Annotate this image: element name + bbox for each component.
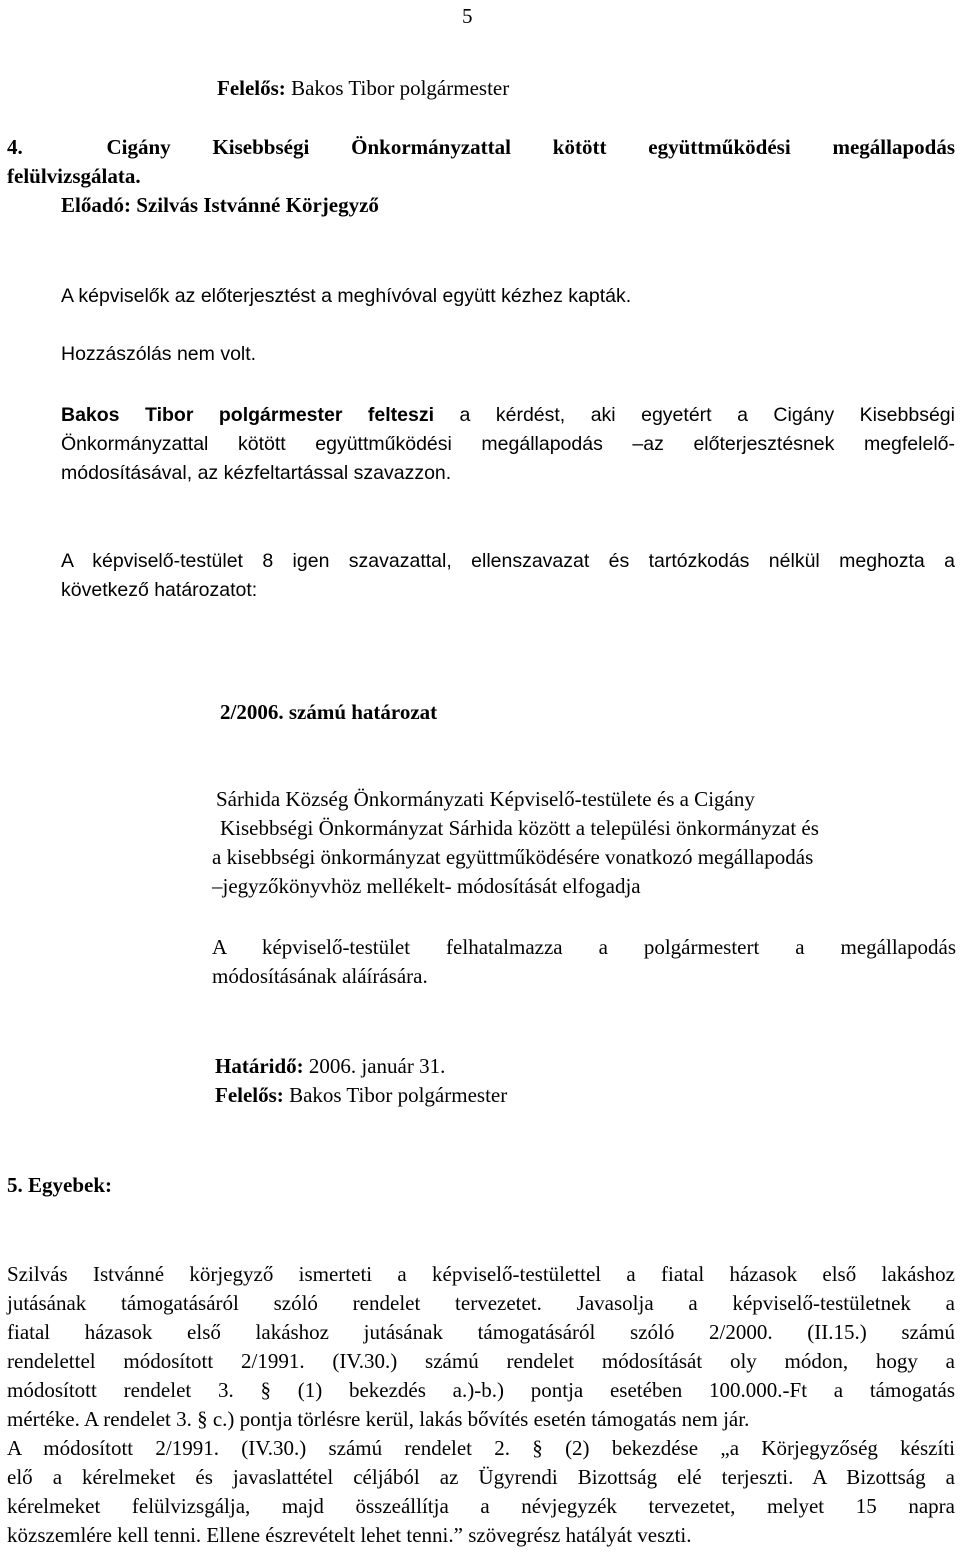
resolution-authorization <box>212 933 956 991</box>
received-text: A képviselők az előterjesztést a meghívóval együtt kézhez kapták. <box>61 285 632 307</box>
item5-line: mértéke. A rendelet 3. § c.) pontja törlésre kerül, lakás bővítés esetén támogatás nem jár. <box>7 1407 750 1431</box>
resolution-body-line2: Kisebbségi Önkormányzat Sárhida között a települési önkormányzat és <box>220 816 819 840</box>
resolution-title <box>220 698 437 727</box>
item5-line: rendelettel módosított 2/1991. (IV.30.) számú rendelet módosítását oly módon, hogy a <box>7 1349 955 1373</box>
item5-line: módosított rendelet 3. § (1) bekezdés a.)-b.) pontja esetében 100.000.-Ft a támogatás <box>7 1378 955 1402</box>
responsible-label: Felelős: <box>215 1083 284 1107</box>
responsible-label: Felelős: <box>217 76 286 100</box>
item5-line: A módosított 2/1991. (IV.30.) számú rendelet 2. § (2) bekezdése „a Körjegyzőség készíti <box>7 1436 955 1460</box>
authorization-line1: A képviselő-testület felhatalmazza a polgármestert a megállapodás <box>212 935 956 959</box>
deadline-value: 2006. január 31. <box>308 1054 446 1078</box>
agenda-item-5-heading <box>7 1171 112 1200</box>
item5-line: kérelmeket felülvizsgálja, majd összeállítja a névjegyzék tervezetet, melyet 15 napra <box>7 1494 955 1518</box>
resolution-title-text: 2/2006. számú határozat <box>220 700 438 724</box>
item5-line: fiatal házasok első lakáshoz jutásának támogatásáról szóló 2/2000. (II.15.) számú <box>7 1320 955 1344</box>
authorization-line2: módosításának aláírására. <box>212 964 428 988</box>
resolution-responsible <box>215 1081 507 1110</box>
item5-line: jutásának támogatásáról szóló rendelet tervezetet. Javasolja a képviselő-testületnek a <box>7 1291 955 1315</box>
item5-line: elő a kérelmeket és javaslattétel céljából az Ügyrendi Bizottság elé terjeszti. A Bizottság a <box>7 1465 955 1489</box>
vote-question-line3: módosításával, az kézfeltartással szavazzon. <box>61 462 452 484</box>
item4-title-line2: felülvizsgálata. <box>7 164 141 188</box>
no-comment-text: Hozzászólás nem volt. <box>61 343 257 365</box>
vote-question-line2: Önkormányzattal kötött együttműködési megállapodás –az előterjesztésnek megfelelő- <box>61 433 955 455</box>
resolution-deadline <box>215 1052 445 1081</box>
item5-line: Szilvás Istvánné körjegyző ismerteti a képviselő-testülettel a fiatal házasok első lakáshoz <box>7 1262 955 1286</box>
item5-heading-text: 5. Egyebek: <box>7 1173 112 1197</box>
responsible-value: Bakos Tibor polgármester <box>291 76 510 100</box>
page-number: 5 <box>462 4 473 28</box>
presenter-text: Előadó: Szilvás Istvánné Körjegyző <box>61 193 379 217</box>
vote-result <box>61 547 955 605</box>
item4-presenter <box>61 191 379 220</box>
item5-body <box>7 1260 955 1550</box>
item5-line: közszemlére kell tenni. Ellene észrevételt lehet tenni.” szövegrész hatályát veszti. <box>7 1523 692 1547</box>
resolution-body-line1: Sárhida Község Önkormányzati Képviselő-testülete és a Cigány <box>216 787 755 811</box>
agenda-item-4 <box>7 133 955 191</box>
item4-title-line1: 4. Cigány Kisebbségi Önkormányzattal kötött együttműködési megállapodás <box>7 135 956 159</box>
resolution-body-line4: –jegyzőkönyvhöz mellékelt- módosítását elfogadja <box>212 874 641 898</box>
vote-result-line2: következő határozatot: <box>61 579 258 601</box>
resolution-body <box>212 785 956 901</box>
responsible-line-top <box>217 74 509 103</box>
responsible-value: Bakos Tibor polgármester <box>289 1083 508 1107</box>
vote-question <box>61 401 955 488</box>
vote-question-line1: Bakos Tibor polgármester felteszi a kérdést, aki egyetért a Cigány Kisebbségi <box>61 404 955 426</box>
resolution-body-line3: a kisebbségi önkormányzat együttműködésére vonatkozó megállapodás <box>212 845 814 869</box>
vote-result-line1: A képviselő-testület 8 igen szavazattal, ellenszavazat és tartózkodás nélkül meghozta a <box>61 550 955 572</box>
deadline-label: Határidő: <box>215 1054 304 1078</box>
